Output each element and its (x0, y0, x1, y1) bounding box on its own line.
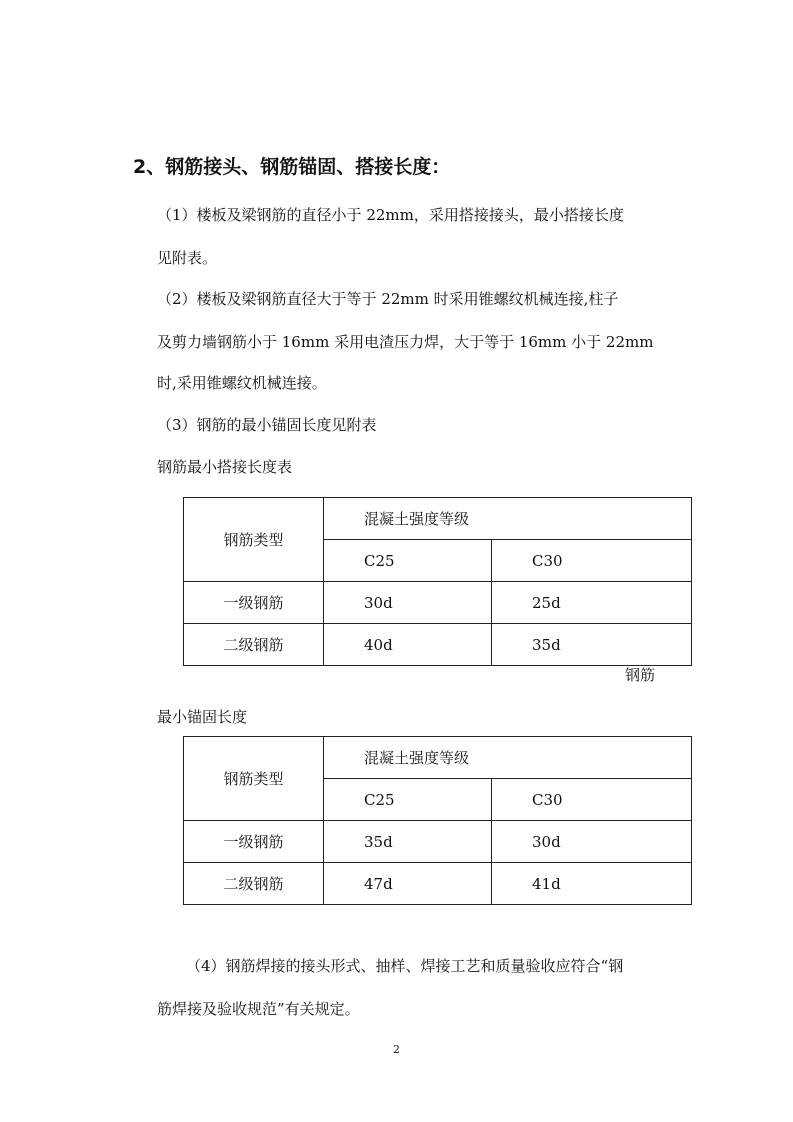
table-2-type-header: 钢筋类型 (184, 737, 324, 821)
paragraph-2-line-2: 及剪力墙钢筋小于 16mm 采用电渣压力焊，大于等于 16mm 小于 22mm (157, 333, 654, 351)
table-row (184, 582, 692, 624)
lap-length-table (183, 497, 692, 666)
table-1-row-2-c25: 40d (324, 624, 492, 666)
table-row (184, 821, 692, 863)
table-2-row-1-type: 一级钢筋 (184, 821, 324, 863)
section-heading: 2、钢筋接头、钢筋锚固、搭接长度： (133, 156, 451, 178)
table-1-row-1-c25: 30d (324, 582, 492, 624)
paragraph-1-line-2: 见附表。 (157, 249, 218, 267)
table-2-row-1-c25: 35d (324, 821, 492, 863)
table-1-col-c25: C25 (324, 540, 492, 582)
table-1-type-header: 钢筋类型 (184, 498, 324, 582)
paragraph-4-line-2: 筋焊接及验收规范”有关规定。 (157, 1000, 360, 1018)
paragraph-4-line-1: （4）钢筋焊接的接头形式、抽样、焊接工艺和质量验收应符合“钢 (186, 957, 624, 975)
page-number: 2 (393, 1043, 400, 1056)
table-2-row-2-type: 二级钢筋 (184, 863, 324, 905)
table-1-row-2-c30: 35d (492, 624, 692, 666)
table-1-caption: 钢筋最小搭接长度表 (157, 458, 293, 476)
paragraph-1-line-1: （1）楼板及梁钢筋的直径小于 22mm，采用搭接接头，最小搭接长度 (157, 206, 624, 224)
table-row (184, 624, 692, 666)
table-row (184, 863, 692, 905)
table-2-col-c30: C30 (492, 779, 692, 821)
table-2-row-2-c25: 47d (324, 863, 492, 905)
anchorage-length-table (183, 736, 692, 905)
table-2-row-2-c30: 41d (492, 863, 692, 905)
paragraph-2-line-1: （2）楼板及梁钢筋直径大于等于 22mm 时采用锥螺纹机械连接,柱子 (157, 290, 619, 308)
table-1-row-2-type: 二级钢筋 (184, 624, 324, 666)
table-2-row-1-c30: 30d (492, 821, 692, 863)
table-2-caption-part-1: 钢筋 (625, 666, 656, 684)
paragraph-3-line-1: （3）钢筋的最小锚固长度见附表 (157, 416, 377, 434)
table-1-row-1-c30: 25d (492, 582, 692, 624)
table-2-group-header: 混凝土强度等级 (324, 737, 692, 779)
table-2-caption-part-2: 最小锚固长度 (157, 708, 248, 726)
table-1-group-header: 混凝土强度等级 (324, 498, 692, 540)
table-2-col-c25: C25 (324, 779, 492, 821)
paragraph-2-line-3: 时,采用锥螺纹机械连接。 (157, 374, 327, 392)
table-1-col-c30: C30 (492, 540, 692, 582)
table-1-row-1-type: 一级钢筋 (184, 582, 324, 624)
